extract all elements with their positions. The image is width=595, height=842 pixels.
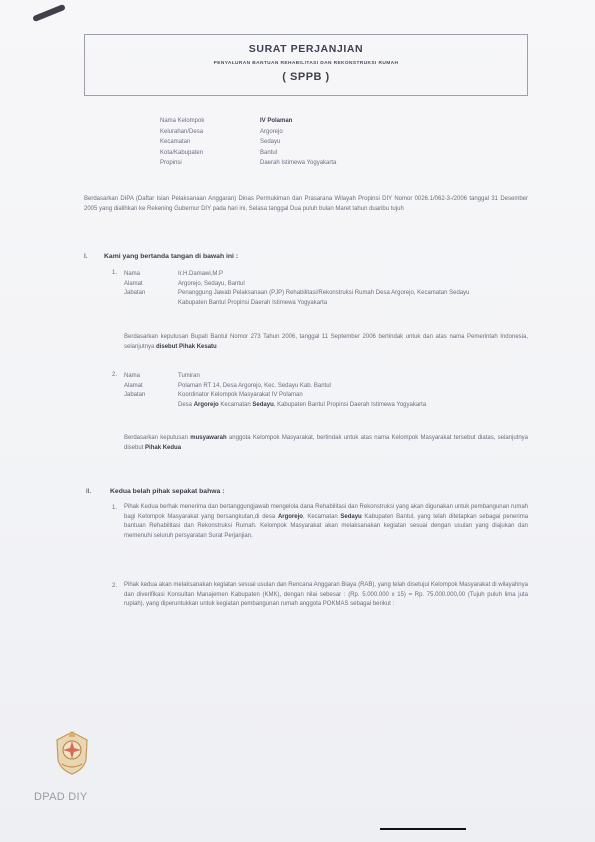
identity-row <box>160 137 336 148</box>
detail-row <box>124 372 518 382</box>
detail-row <box>124 289 498 308</box>
identity-label: Kecamatan <box>160 139 191 145</box>
detail-label: Jabatan <box>124 290 146 296</box>
identity-label: Propinsi <box>160 160 182 166</box>
detail-value: Argorejo, Sedayu, Bantul <box>178 280 245 287</box>
identity-value: Daerah Istimewa Yogyakarta <box>260 160 337 166</box>
note-text: Berdasarkan keputusan Bupati Bantul Nomor 273 Tahun 2006, tanggal 11 September 2006 bertindak untuk dan atas nama Pemerintah Indonesia, selanjutnya <box>124 334 528 350</box>
section-number: I. <box>84 254 88 260</box>
detail-row <box>124 280 498 290</box>
party2-details <box>124 372 518 410</box>
title-box <box>84 34 528 96</box>
item-number: 1. <box>112 505 118 511</box>
document-subtitle: PENYALURAN BANTUAN REHABILITASI DAN REKONSTRUKSI RUMAH <box>213 61 399 66</box>
party1-note <box>124 333 528 352</box>
identity-row <box>160 127 336 138</box>
party1-details <box>124 270 498 308</box>
identity-label: Nama Kelompok <box>160 118 205 124</box>
detail-row <box>124 382 518 392</box>
intro-paragraph: Berdasarkan DIPA (Daftar Isian Pelaksanaan Anggaran) Dinas Permukiman dan Prasarana Wilayah Propinsi DIY Nomor 0026.1/062-3-/2006 tanggal 31 Desember 2005 yang dialihkan ke Rekening Gubernur DIY pada hari ini, Selasa tanggal Dua puluh bulan Maret tahun duaribu tujuh <box>84 196 528 212</box>
section-title: Kedua belah pihak sepakat bahwa : <box>110 488 225 495</box>
detail-label: Nama <box>124 271 141 277</box>
party-number: 2. <box>112 372 118 378</box>
agreement-item-1 <box>124 503 528 541</box>
section-number: II. <box>86 489 92 495</box>
party-number: 1. <box>112 270 118 276</box>
text-run: Kabupaten Bantul, yang telah ditetapkan sebagai penerima bantuan Rehabilitasi dan Rekonstruksi Rumah. Kelompok Masyarakat akan melaksanakan kegiatan sesuai dengan usulan yang diajukan dan memenuhi seluruh persyaratan Surat Perjanjian. <box>124 513 529 539</box>
detail-label: Alamat <box>124 382 143 389</box>
identity-row <box>160 116 336 127</box>
coat-of-arms-icon <box>53 730 91 776</box>
signature-line <box>380 828 466 830</box>
detail-row <box>124 401 518 411</box>
watermark-text: DPAD DIY <box>34 791 88 803</box>
identity-row <box>160 158 336 169</box>
detail-value: Tumiran <box>178 373 200 379</box>
identity-value: Argorejo <box>260 128 283 135</box>
agreement-item-2: Pihak kedua akan melaksanakan kegiatan sesuai usulan dan Rencana Anggaran Biaya (RAB), yang telah disetujui Kelompok Masyarakat di wilayahnya dan diverifikasi Konsultan Manajemen Kabupaten (KMK), dengan nilai sebesar : (Rp. 5.000.000 x 15) = Rp. 75.000.000,00 (Tujuh puluh lima juta rupiah), yang diperuntukkan untuk kegiatan pembangunan rumah anggota POKMAS sebagai berikut : <box>124 582 528 607</box>
detail-label: Alamat <box>124 280 143 287</box>
district-name: Sedayu <box>340 513 362 520</box>
identity-label: Kelurahan/Desa <box>160 128 204 135</box>
text-run: Berdasarkan keputusan <box>124 435 188 441</box>
item-number: 2. <box>112 583 118 589</box>
village-name: Argorejo <box>193 401 219 408</box>
text-run: Desa <box>178 401 193 408</box>
detail-row <box>124 270 498 280</box>
detail-value: Koordinator Kelompok Masyarakat IV Polaman <box>178 392 303 398</box>
section-title: Kami yang bertanda tangan di bawah ini : <box>104 253 239 260</box>
district-name: Sedayu <box>252 401 274 408</box>
detail-value <box>178 401 518 411</box>
text-run: anggota Kelompok Masyarakat, bertindak untuk atas nama Kelompok Masyarakat tersebut diatas, selanjutnya disebut <box>124 435 529 451</box>
party2-designation: Pihak Kedua <box>145 444 182 451</box>
detail-row <box>124 391 518 401</box>
identity-block <box>160 116 336 169</box>
detail-value: Polaman RT 14, Desa Argorejo, Kec. Sedayu Kab. Bantul <box>178 382 331 389</box>
detail-label: Jabatan <box>124 392 146 398</box>
text-run: , Kabupaten Bantul Propinsi Daerah Istimewa Yogyakarta <box>273 401 427 408</box>
text-run: musyawarah <box>190 435 227 441</box>
document-title: SURAT PERJANJIAN <box>248 43 364 55</box>
identity-row <box>160 148 336 159</box>
party1-designation: disebut Pihak Kesatu <box>156 343 217 350</box>
village-name: Argorejo <box>277 513 303 520</box>
identity-value: IV Polaman <box>260 118 293 124</box>
text-run: , Kecamatan <box>302 513 338 520</box>
identity-label: Kota/Kabupaten <box>160 149 204 156</box>
detail-label: Nama <box>124 373 141 379</box>
text-run: Kecamatan <box>220 401 251 408</box>
detail-value: Penanggung Jawab Pelaksanaan (PJP) Rehabilitasi/Rekonstruksi Rumah Desa Argorejo, Kecamatan Sedayu Kabupaten Bantul Propinsi Daerah Istimewa Yogyakarta <box>178 290 470 306</box>
identity-value: Sedayu <box>260 139 281 145</box>
detail-value: Ir.H.Damawi,M.P <box>178 271 224 277</box>
identity-value: Bantul <box>260 149 278 156</box>
ink-mark <box>32 4 66 22</box>
text-run: Pihak Kedua berhak menerima dan bertanggungjawab mengelola dana Rehabilitasi dan Rekonstruksi yang akan digunakan untuk pembangunan rumah bagi Kelompok Masyarakat yang bersangkutan,di desa <box>124 504 528 520</box>
party2-note <box>124 434 528 453</box>
document-code: ( SPPB ) <box>282 71 330 83</box>
